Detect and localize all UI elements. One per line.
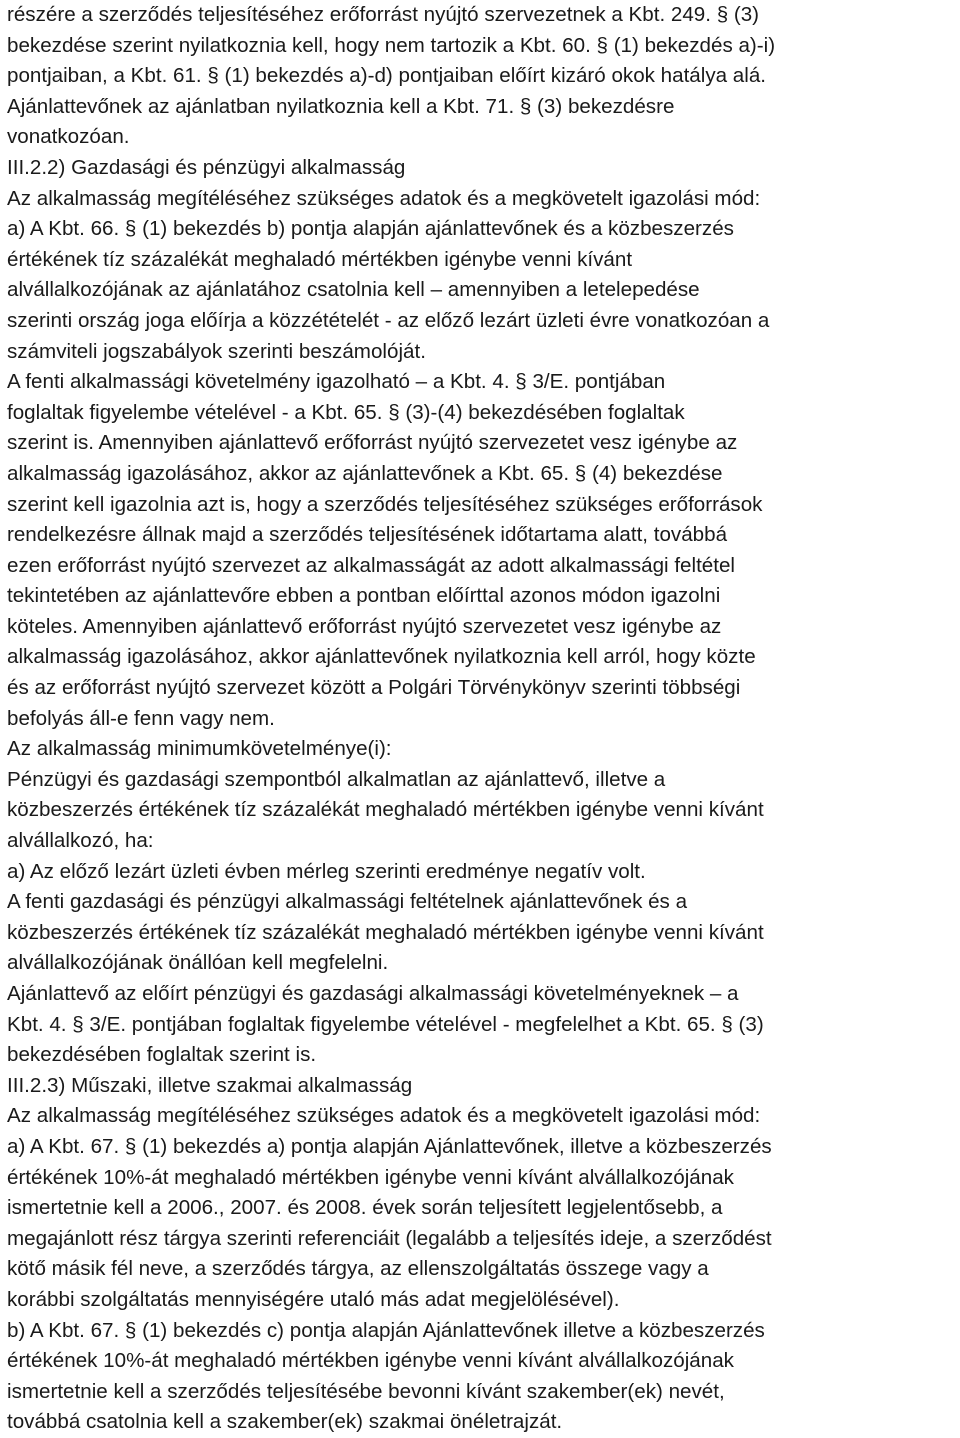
section-heading-technical-professional: III.2.3) Műszaki, illetve szakmai alkalmasság (7, 1073, 413, 1097)
text-line: a) A Kbt. 67. § (1) bekezdés a) pontja alapján Ajánlattevőnek, illetve a közbeszerzés (7, 1134, 772, 1158)
text-line: közbeszerzés értékének tíz százalékát meghaladó mértékben igénybe venni kívánt (7, 798, 764, 822)
text-line: köteles. Amennyiben ajánlattevő erőforrást nyújtó szervezetet vesz igénybe az (7, 614, 722, 638)
text-line: foglaltak figyelembe vételével - a Kbt. 65. § (3)-(4) bekezdésében foglaltak (7, 400, 685, 424)
text-line: alvállalkozójának az ajánlatához csatolnia kell – amennyiben a letelepedése (7, 278, 700, 302)
text-line: ismertetnie kell a szerződés teljesítésébe bevonni kívánt szakember(ek) nevét, (7, 1379, 725, 1403)
text-line: alvállalkozó, ha: (7, 829, 154, 853)
document-body (7, 0, 960, 1438)
text-line: megajánlott rész tárgya szerinti referenciáit (legalább a teljesítés ideje, a szerződést (7, 1226, 772, 1250)
text-line: bekezdésében foglaltak szerint is. (7, 1043, 317, 1067)
text-line: továbbá csatolnia kell a szakember(ek) szakmai önéletrajzát. (7, 1410, 563, 1434)
section-heading-economic-financial: III.2.2) Gazdasági és pénzügyi alkalmasság (7, 155, 406, 179)
text-line: a) Az előző lezárt üzleti évben mérleg szerinti eredménye negatív volt. (7, 859, 646, 883)
text-line: bekezdése szerint nyilatkoznia kell, hogy nem tartozik a Kbt. 60. § (1) bekezdés a)-i) (7, 33, 776, 57)
text-line: Ajánlattevő az előírt pénzügyi és gazdasági alkalmassági követelményeknek – a (7, 982, 739, 1005)
text-line: ismertetnie kell a 2006., 2007. és 2008. évek során teljesített legjelentősebb, a (7, 1196, 723, 1220)
text-line: pontjaiban, a Kbt. 61. § (1) bekezdés a)-d) pontjaiban előírt kizáró okok hatálya alá. (7, 64, 766, 88)
text-line: Az alkalmasság megítéléséhez szükséges adatok és a megkövetelt igazolási mód: (7, 186, 761, 210)
text-line: befolyás áll-e fenn vagy nem. (7, 706, 275, 730)
text-line: számviteli jogszabályok szerinti beszámolóját. (7, 339, 426, 363)
text-line: ezen erőforrást nyújtó szervezet az alkalmasságát az adott alkalmassági feltétel (7, 553, 736, 577)
text-line: rendelkezésre állnak majd a szerződés teljesítésének időtartama alatt, továbbá (7, 523, 728, 547)
text-line: értékének tíz százalékát meghaladó mértékben igénybe venni kívánt (7, 247, 633, 271)
text-line: alkalmasság igazolásához, akkor ajánlattevőnek nyilatkoznia kell arról, hogy közte (7, 645, 756, 669)
text-line: tekintetében az ajánlattevőre ebben a pontban előírttal azonos módon igazolni (7, 584, 721, 608)
text-line: közbeszerzés értékének tíz százalékát meghaladó mértékben igénybe venni kívánt (7, 920, 764, 944)
text-line: alvállalkozójának önállóan kell megfelelni. (7, 951, 389, 975)
text-line: Kbt. 4. § 3/E. pontjában foglaltak figyelembe vételével - megfelelhet a Kbt. 65. § (3) (7, 1012, 764, 1036)
text-line: szerinti ország joga előírja a közzétételét - az előző lezárt üzleti évre vonatkozóan a (7, 308, 770, 332)
text-line: értékének 10%-át meghaladó mértékben igénybe venni kívánt alvállalkozójának (7, 1349, 734, 1373)
text-line: szerint is. Amennyiben ajánlattevő erőforrást nyújtó szervezetet vesz igénybe az (7, 431, 738, 455)
text-line: részére a szerződés teljesítéséhez erőforrást nyújtó szervezetnek a Kbt. 249. § (3) (7, 3, 760, 26)
minimum-requirements-heading: Az alkalmasság minimumkövetelménye(i): (7, 737, 392, 761)
text-line: Az alkalmasság megítéléséhez szükséges adatok és a megkövetelt igazolási mód: (7, 1104, 761, 1128)
text-line: alkalmasság igazolásához, akkor az ajánlattevőnek a Kbt. 65. § (4) bekezdése (7, 461, 723, 485)
text-line: kötő másik fél neve, a szerződés tárgya, az ellenszolgáltatás összege vagy a (7, 1257, 709, 1281)
text-line: Ajánlattevőnek az ajánlatban nyilatkoznia kell a Kbt. 71. § (3) bekezdésre (7, 94, 675, 118)
text-line: b) A Kbt. 67. § (1) bekezdés c) pontja alapján Ajánlattevőnek illetve a közbeszerzés (7, 1318, 765, 1342)
text-line: a) A Kbt. 66. § (1) bekezdés b) pontja alapján ajánlattevőnek és a közbeszerzés (7, 217, 734, 241)
text-line: Pénzügyi és gazdasági szempontból alkalmatlan az ajánlattevő, illetve a (7, 767, 666, 791)
text-line: szerint kell igazolnia azt is, hogy a szerződés teljesítéséhez szükséges erőforrások (7, 492, 763, 516)
text-line: A fenti alkalmassági követelmény igazolható – a Kbt. 4. § 3/E. pontjában (7, 370, 666, 394)
text-line: korábbi szolgáltatás mennyiségére utaló más adat megjelölésével). (7, 1287, 620, 1311)
text-line: vonatkozóan. (7, 125, 130, 149)
text-line: értékének 10%-át meghaladó mértékben igénybe venni kívánt alvállalkozójának (7, 1165, 734, 1189)
text-line: A fenti gazdasági és pénzügyi alkalmassági feltételnek ajánlattevőnek és a (7, 890, 688, 914)
text-line: és az erőforrást nyújtó szervezet között a Polgári Törvénykönyv szerinti többségi (7, 676, 741, 700)
